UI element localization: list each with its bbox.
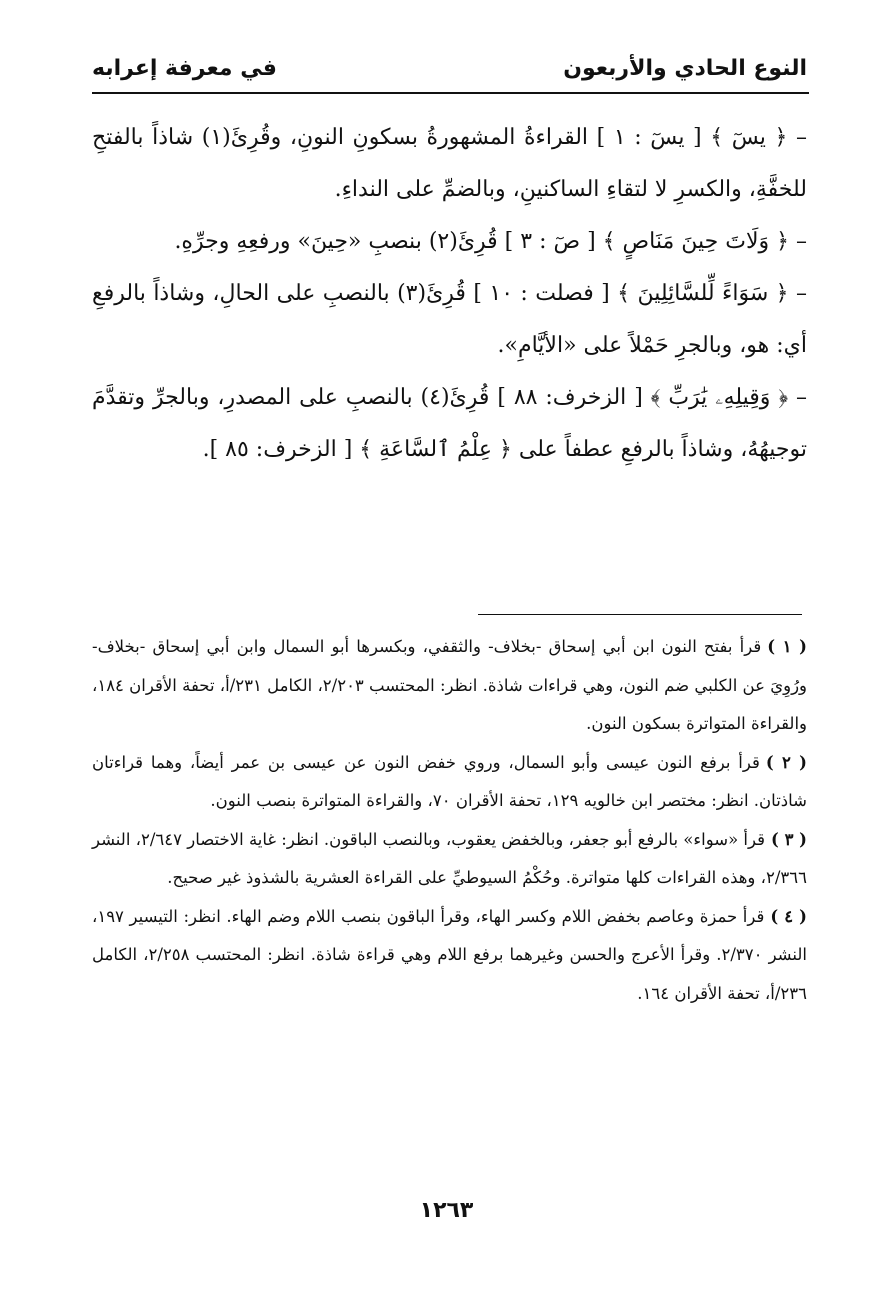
footnote-text: قرأ برفع النون عيسى وأبو السمال، وروي خفض النون عن عيسى بن عمر أيضاً، وهما قراءتان شاذتان. انظر: مختصر ابن خالويه ١٢٩، تحفة الأقران ٧٠، والقراءة المتواترة بنصب النون. [92,752,807,810]
paragraph-sawaan: – ﴿ سَوَاءً لِّلسَّائِلِينَ ﴾ [ فصلت : ١٠ ] قُرِئَ(٣) بالنصبِ على الحالِ، وشاذاً بالرفعِ أي: هو، وبالجرِ حَمْلاً على «الأيَّامِ». [92,281,807,358]
footnote-number: ( ٣ ) [771,829,807,849]
paragraph-wa-qilihi: – ﴿ وَقِيلِهِۦ يَٰرَبِّ ﴾ [ الزخرف: ٨٨ ] قُرِئَ(٤) بالنصبِ على المصدرِ، وبالجرِّ وتقدَّمَ توجيهُهُ، وشاذاً بالرفعِ عطفاً على ﴿ عِلْمُ ٱلسَّاعَةِ ﴾ [ الزخرف: ٨٥ ]. [92,385,807,462]
footnote-4 [92,898,807,1014]
footnote-2 [92,744,807,821]
footnote-text: قرأ حمزة وعاصم بخفض اللام وكسر الهاء، وقرأ الباقون بنصب اللام وضم الهاء. انظر: التيسير ١٩٧، النشر ٢/٣٧٠. وقرأ الأعرج والحسن وغيرهما برفع اللام وهي قراءة شاذة. انظر: المحتسب ٢/٢٥٨، الكامل ٢٣٦/أ، تحفة الأقران ١٦٤. [92,906,807,1003]
footnote-3 [92,821,807,898]
chapter-title: النوع الحادي والأربعون [563,55,807,81]
footnote-text: قرأ بفتح النون ابن أبي إسحاق -بخلاف- والثقفي، وبكسرها أبو السمال وابن أبي إسحاق -بخلاف- ورُوِيَ عن الكلبي ضم النون، وهي قراءات شاذة. انظر: المحتسب ٢/٢٠٣، الكامل ٢٣١/أ، تحفة الأقران ١٨٤، والقراءة المتواترة بسكون النون. [92,637,808,733]
footnotes [92,628,807,1013]
footnote-text: قرأ «سواء» بالرفع أبو جعفر، وبالخفض يعقوب، وبالنصب الباقون. انظر: غاية الاختصار ٢/٦٤٧، النشر ٢/٣٦٦، وهذه القراءات كلها متواترة. وحُكْمُ السيوطيِّ على القراءة العشرية بالشذوذ غير صحيح. [91,829,807,887]
running-header [92,48,807,88]
main-text [92,112,807,476]
footnote-1 [92,628,807,744]
footnote-number: ( ٢ ) [765,752,807,772]
header-divider [92,92,809,94]
footnote-number: ( ٤ ) [770,906,807,926]
footnote-number: ( ١ ) [767,637,807,656]
paragraph-yasin: – ﴿ يسٓ ﴾ [ يسٓ : ١ ] القراءةُ المشهورةُ بسكونِ النونِ، وقُرِئَ(١) شاذاً بالفتحِ للخفَّةِ، والكسرِ لا لتقاءِ الساكنينِ، وبالضمِّ على النداءِ. [92,125,807,202]
page-number: ١٢٦٣ [419,1198,474,1223]
section-title: في معرفة إعرابه [92,55,277,81]
footnote-divider [478,614,802,615]
paragraph-wa-lata: – ﴿ وَلَاتَ حِينَ مَنَاصٍ ﴾ [ صٓ : ٣ ] قُرِئَ(٢) بنصبِ «حِينَ» ورفعِهِ وجرِّهِ. [174,229,807,254]
